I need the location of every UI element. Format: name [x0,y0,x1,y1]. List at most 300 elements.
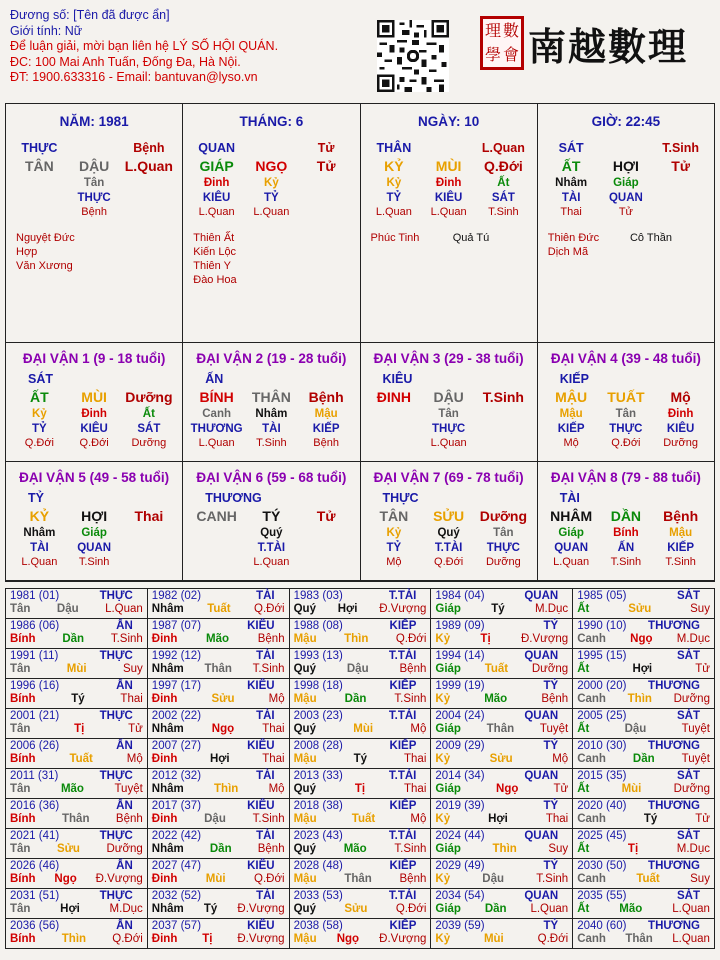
year-phase: T.Sinh [394,843,427,855]
dai-van-phase-value: T.Sinh [78,556,110,568]
dai-van-ten-god [538,540,714,555]
year-cell [290,859,432,889]
year-phase: Thai [262,723,285,735]
year-branch: Sửu [56,843,80,855]
contact-invite: Để luận giải, mời bạn liên hệ LÝ SỐ HỘI QUÁN. [10,39,279,53]
year-phase: Thai [404,783,427,795]
year-phase: Dưỡng [673,783,710,795]
dai-van-top-value: THỰC [382,491,419,505]
dai-van-hidden-stem-value: Giáp [81,526,107,539]
year-label: 2037 (57) [151,920,202,932]
dai-van-ten-god-value: THỰC [432,422,466,435]
pillar-phase [538,205,714,219]
dai-van-hidden-stem-value: Đinh [81,407,107,420]
year-branch: Hợi [60,903,80,915]
year-branch: Tị [354,783,366,795]
year-phase: Mộ [268,693,285,705]
year-cell [431,589,573,619]
dai-van-ten-god-value: T.TÀI [434,541,463,554]
year-cell [431,739,573,769]
year-branch: Tý [491,603,505,615]
pillar-phase-value: Bệnh [81,206,107,218]
dai-van-phase-value: Dưỡng [485,556,521,568]
dai-van-hidden-stem-value: Quý [260,526,283,539]
year-stem: Kỷ [435,813,451,825]
chart-grid [5,103,715,582]
dai-van-title: ĐẠI VẬN 6 (59 - 68 tuổi) [196,470,347,485]
year-stem: Nhâm [151,723,184,735]
year-label: 2029 (49) [435,860,485,872]
dai-van-hidden-stem-value: Tân [493,526,514,539]
year-label: 1988 (08) [293,620,343,632]
year-branch: Ngọ [496,783,519,795]
dai-van-ten-god-value: ẤN [617,541,635,554]
year-branch: Ngọ [630,633,653,645]
dai-van-hidden-stem-value: Mậu [559,407,583,420]
year-cell [6,859,148,889]
year-cell [431,619,573,649]
year-branch: Dần [344,693,367,705]
pillar-title: NGÀY: 10 [417,114,480,129]
year-ten-god: SÁT [676,710,700,722]
year-branch: Mão [60,783,84,795]
year-phase: Q.Đới [254,603,285,615]
annual-table [5,588,715,949]
year-branch: Ngọ [336,933,360,945]
dai-van-hidden-stem-value: Nhâm [255,407,288,420]
dai-van-can-chi-value: TÝ [262,508,281,524]
dai-van-can-chi-value: DẬU [433,389,464,405]
year-stem: Bính [10,633,36,645]
pillar-hidden-stem-value: Kỷ [264,176,279,189]
year-stem: Mậu [293,873,317,885]
year-phase: Mộ [410,813,427,825]
dai-van-title: ĐẠI VẬN 3 (29 - 38 tuổi) [373,351,524,366]
year-cell [573,859,714,889]
year-stem: Bính [10,813,36,825]
year-row [6,769,714,799]
owner-name: Đương số: [Tên đã được ẩn] [10,8,170,22]
year-cell [148,679,290,709]
year-phase: Tử [128,723,143,735]
year-cell [431,919,573,949]
year-phase: Thai [120,693,143,705]
year-label: 2001 (21) [10,710,60,722]
year-cell [148,769,290,799]
pillar-can-chi [183,157,359,175]
year-label: 2016 (36) [10,800,60,812]
year-stem: Bính [10,873,36,885]
year-ten-god: SÁT [676,650,700,662]
year-phase: Tử [553,783,569,795]
year-ten-god: QUAN [524,710,559,722]
year-cell [573,919,714,949]
year-label: 1992 (12) [151,650,202,662]
year-cell [6,799,148,829]
year-phase: Tuyệt [114,783,143,795]
dai-van-phase-value: L.Quan [253,556,290,568]
year-ten-god: THƯƠNG [648,920,700,932]
year-cell [573,649,714,679]
year-phase: Thai [262,753,285,765]
dai-van-can-chi-value: Thai [134,508,164,524]
year-stem: Ất [577,663,590,675]
year-stem: Kỷ [435,693,451,705]
year-stem: Giáp [435,723,461,735]
dai-van-can-chi-value: ĐINH [376,389,411,405]
star-name: Phúc Tinh [370,232,420,244]
year-row [6,919,714,949]
year-label: 1986 (06) [10,620,60,632]
dai-van-hidden-stem-value: Tân [438,407,459,420]
year-row [6,799,714,829]
pillar-ten-god [6,190,182,205]
year-label: 1983 (03) [293,590,343,602]
pillar-hidden-stem-value: Ất [497,176,510,189]
year-ten-god: T.TÀI [388,830,417,842]
year-stem: Tân [10,903,31,915]
year-cell [6,589,148,619]
year-label: 2014 (34) [435,770,485,782]
dai-van-row-1 [6,343,714,462]
year-row [6,619,714,649]
dai-van-can-chi-value: DẦN [610,508,642,524]
year-phase: Bệnh [115,813,143,825]
year-branch: Thìn [627,693,652,705]
seal-char: 數 [502,21,519,40]
stars-right [275,231,349,287]
year-label: 2013 (33) [293,770,343,782]
pillar-can-chi-value: ẤT [561,158,581,174]
year-label: 2000 (20) [577,680,627,692]
year-ten-god: KIẾP [389,860,417,872]
year-cell [148,919,290,949]
year-stem: Nhâm [151,783,184,795]
dai-van-ten-god-value: QUAN [77,541,112,554]
year-cell [290,769,432,799]
year-cell [290,829,432,859]
year-ten-god: KIÊU [247,860,275,872]
year-cell [6,769,148,799]
year-branch: Tý [203,903,218,915]
pillar-stars [6,231,182,273]
dai-van-cell [6,462,183,581]
year-stem: Canh [577,933,606,945]
logo-seal-icon [480,16,524,70]
pillar-phase-value: L.Quan [253,206,290,218]
year-stem: Nhâm [151,663,184,675]
year-label: 2004 (24) [435,710,485,722]
year-stem: Ất [577,783,590,795]
year-cell [148,799,290,829]
dai-van-cell [538,462,714,581]
pillar-stars [538,231,714,259]
year-phase: Đ.Vượng [379,603,427,615]
year-branch: Tuất [636,873,660,885]
year-phase: Tuyệt [681,753,710,765]
year-ten-god: ẤN [116,800,133,812]
year-row [6,649,714,679]
dai-van-cell [538,343,714,462]
stars-left [548,231,630,259]
year-ten-god: ẤN [116,620,133,632]
year-label: 1997 (17) [151,680,202,692]
year-branch: Tý [353,753,368,765]
year-stem: Bính [10,753,36,765]
pillar-top-value: Bệnh [133,141,165,155]
pillar-ten-god-value: THỰC [77,191,111,204]
dai-van-ten-god [361,421,537,436]
year-branch: Mùi [66,663,87,675]
year-phase: Mộ [552,753,569,765]
dai-van-hidden-stem [361,406,537,421]
dai-van-title: ĐẠI VẬN 4 (39 - 48 tuổi) [550,351,701,366]
pillar-can-chi-value: NGỌ [255,158,288,174]
year-label: 2006 (26) [10,740,60,752]
year-stem: Giáp [435,903,461,915]
pillar-phase-value: Tử [618,206,633,218]
dai-van-phase-value: Q.Đới [611,437,641,449]
year-stem: Đinh [151,873,178,885]
dai-van-ten-god-value: THƯƠNG [190,422,243,435]
address: ĐC: 100 Mai Anh Tuấn, Đống Đa, Hà Nội. [10,54,241,69]
year-label: 2018 (38) [293,800,343,812]
year-branch: Dần [484,903,507,915]
year-ten-god: KIẾP [389,920,417,932]
year-branch: Dậu [346,663,369,675]
dai-van-ten-god-value: QUAN [554,541,589,554]
year-branch: Dần [632,753,655,765]
year-label: 2027 (47) [151,860,202,872]
year-branch: Thân [204,663,232,675]
year-branch: Dậu [482,873,505,885]
year-label: 2031 (51) [10,890,60,902]
year-label: 2020 (40) [577,800,627,812]
dai-van-hidden-stem-value: Kỷ [386,526,402,539]
dai-van-title: ĐẠI VẬN 7 (69 - 78 tuổi) [373,470,524,485]
dai-van-hidden-stem-value: Canh [202,407,231,420]
year-label: 2010 (30) [577,740,627,752]
year-branch: Hợi [337,603,358,615]
year-ten-god: ẤN [116,740,133,752]
year-branch: Tị [627,843,639,855]
year-cell [6,889,148,919]
year-stem: Giáp [435,663,461,675]
dai-van-phase [538,436,714,450]
pillar-phase-value: T.Sinh [488,206,519,218]
pillar-cell [538,104,714,343]
year-ten-god: QUAN [524,830,559,842]
year-cell [573,709,714,739]
dai-van-can-chi-value: SỬU [433,508,465,524]
dai-van-hidden-stem-value: Bính [613,526,639,539]
dai-van-hidden-stem-value: Kỷ [32,407,47,420]
pillar-top-value: T.Sinh [662,141,700,155]
dai-van-ten-god-value: TỶ [386,541,402,554]
year-stem: Đinh [151,693,178,705]
pillar-ten-god-value: SÁT [491,191,515,204]
year-stem: Tân [10,603,31,615]
year-ten-god: THƯƠNG [648,800,700,812]
pillar-can-chi-value: L.Quan [124,158,173,174]
pillar-stars [361,231,537,245]
year-branch: Mão [343,843,367,855]
dai-van-ten-god-value: TỶ [32,422,47,435]
dai-van-hidden-stem [183,525,359,540]
dai-van-ten-god-value: THỰC [609,422,643,435]
year-ten-god: KIẾP [389,680,417,692]
year-label: 2012 (32) [151,770,202,782]
dai-van-can-chi-value: ẤT [30,389,49,405]
year-ten-god: THỰC [99,770,133,782]
star-name: Thiên Ất [193,232,235,244]
year-stem: Kỷ [435,933,451,945]
pillar-top-value: THỰC [21,141,58,155]
dai-van-phase-value: Q.Đới [434,556,464,568]
year-ten-god: TỶ [543,740,559,752]
year-cell [148,709,290,739]
year-cell [290,679,432,709]
year-cell [431,769,573,799]
year-stem: Đinh [151,753,178,765]
year-cell [573,829,714,859]
dai-van-can-chi [6,388,182,406]
dai-van-ten-god-value: SÁT [137,422,161,435]
year-branch: Mùi [353,723,374,735]
year-stem: Ất [577,903,590,915]
year-branch: Thìn [492,843,517,855]
dai-van-can-chi [361,388,537,406]
year-phase: L.Quan [530,903,569,915]
pillar-ten-god-value: TỶ [386,191,402,204]
year-cell [290,889,432,919]
pillar-hidden-stem-value: Đinh [435,176,462,189]
dai-van-ten-god [183,421,359,436]
year-cell [148,889,290,919]
year-label: 1987 (07) [151,620,202,632]
year-phase: Q.Đới [395,903,427,915]
year-stem: Tân [10,783,31,795]
dai-van-can-chi-value: NHÂM [550,508,593,524]
year-stem: Nhâm [151,603,184,615]
year-branch: Tuất [69,753,93,765]
year-row [6,679,714,709]
year-cell [148,859,290,889]
year-ten-god: KIÊU [247,680,275,692]
pillar-phase [183,205,359,219]
dai-van-phase-value: L.Quan [21,556,58,568]
pillar-top [538,139,714,157]
dai-van-hidden-stem-value: Quý [437,526,460,539]
year-ten-god: THƯƠNG [648,680,700,692]
dai-van-top-value: ẤN [205,372,224,386]
year-ten-god: QUAN [524,650,559,662]
dai-van-phase [361,436,537,450]
year-label: 1982 (02) [151,590,202,602]
pillar-ten-god-value: KIÊU [434,191,463,204]
dai-van-top [183,370,359,388]
pillar-cell [361,104,538,343]
year-stem: Mậu [293,813,317,825]
year-stem: Mậu [293,693,317,705]
dai-van-can-chi [538,507,714,525]
year-phase: Suy [690,603,710,615]
year-stem: Giáp [435,783,461,795]
year-phase: Dưỡng [106,843,143,855]
year-ten-god: TỶ [543,620,559,632]
year-label: 2005 (25) [577,710,627,722]
year-branch: Tị [74,723,85,735]
year-branch: Dần [62,633,85,645]
dai-van-ten-god-value: KIÊU [666,422,695,435]
year-stem: Ất [577,843,590,855]
year-ten-god: KIÊU [247,740,275,752]
year-ten-god: TÀI [256,650,275,662]
year-stem: Quý [293,603,316,615]
year-label: 2002 (22) [151,710,202,722]
year-ten-god: KIÊU [247,800,275,812]
year-stem: Đinh [151,633,178,645]
year-stem: Quý [293,843,316,855]
dai-van-phase-value: T.Sinh [665,556,696,568]
pillar-phase-value: Thai [560,206,582,218]
year-label: 2030 (50) [577,860,627,872]
pillar-phase-value: L.Quan [430,206,467,218]
dai-van-ten-god [538,421,714,436]
dai-van-cell [6,343,183,462]
year-label: 2036 (56) [10,920,60,932]
pillar-phase-value: L.Quan [198,206,235,218]
pillar-hidden-stem-value: Kỷ [386,176,402,189]
year-phase: T.Sinh [252,813,285,825]
dai-van-can-chi-value: MẬU [555,389,588,405]
year-cell [290,589,432,619]
year-phase: T.Sinh [252,663,285,675]
year-label: 2039 (59) [435,920,485,932]
year-label: 2025 (45) [577,830,627,842]
pillar-can-chi-value: MÙI [435,158,462,174]
pillar-can-chi-value: Tử [671,158,690,174]
year-branch: Dậu [204,813,226,825]
pillar-hidden-stem [538,175,714,190]
dai-van-title: ĐẠI VẬN 5 (49 - 58 tuổi) [19,470,170,485]
year-row [6,829,714,859]
year-cell [431,829,573,859]
year-label: 2032 (52) [151,890,202,902]
pillar-top [6,139,182,157]
year-stem: Tân [10,843,31,855]
year-label: 2007 (27) [151,740,202,752]
dai-van-phase [538,555,714,569]
year-ten-god: TỶ [543,920,559,932]
year-branch: Sửu [344,903,368,915]
year-cell [290,739,432,769]
dai-van-can-chi [538,388,714,406]
pillar-can-chi-value: HỢI [612,158,639,174]
dai-van-ten-god [6,540,182,555]
stars-left [371,231,453,245]
year-branch: Hợi [488,813,508,825]
seal-char: 會 [502,45,519,64]
pillar-can-chi [361,157,537,175]
year-ten-god: TÀI [256,890,275,902]
pillar-can-chi [538,157,714,175]
year-label: 2026 (46) [10,860,60,872]
dai-van-phase-value: Mộ [386,556,402,568]
year-branch: Mão [206,633,230,645]
dai-van-top [6,489,182,507]
year-ten-god: THƯƠNG [648,740,700,752]
